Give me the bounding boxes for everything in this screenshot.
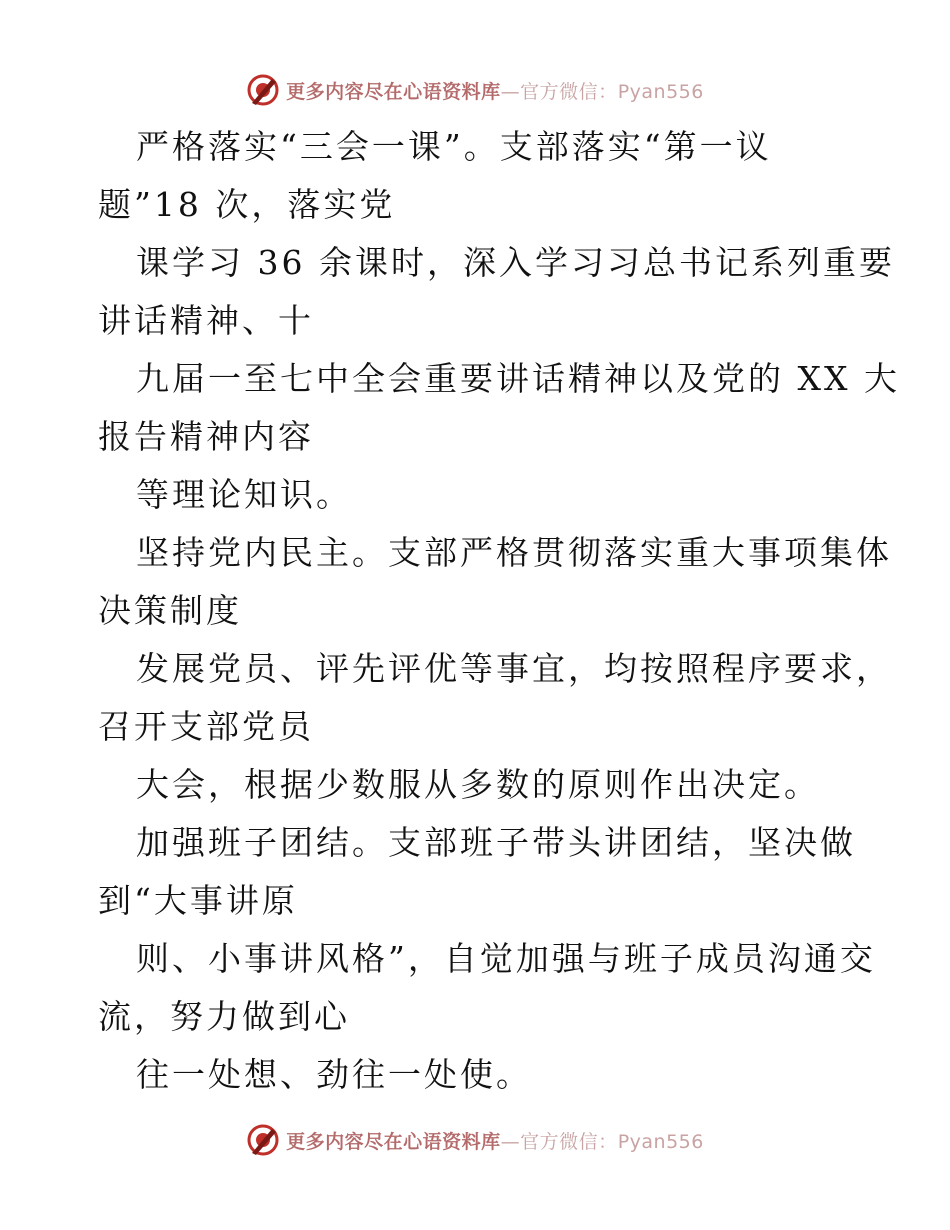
paragraph-line: 往一处想、劲往一处使。 <box>136 1055 532 1094</box>
paragraph-line: 召开支部党员 <box>98 707 314 746</box>
document-body <box>98 118 900 1104</box>
banner-wechat-label: 官方微信： <box>520 80 618 103</box>
banner-text <box>286 77 704 104</box>
paragraph-line: 严格落实“三会一课”。支部落实“第一议 <box>136 127 772 166</box>
banner-text <box>286 1127 704 1154</box>
paragraph-line: 发展党员、评先评优等事宜，均按照程序要求， <box>136 649 892 688</box>
paragraph-line: 讲话精神、十 <box>98 301 314 340</box>
footer-banner <box>0 1120 950 1160</box>
banner-separator: — <box>500 80 521 103</box>
pen-logo-icon <box>246 1123 280 1157</box>
paragraph-line: 题”18 次，落实党 <box>98 185 396 224</box>
paragraph-line: 报告精神内容 <box>98 417 314 456</box>
banner-site-name: 更多内容尽在心语资料库 <box>286 80 501 103</box>
paragraph-line: 九届一至七中全会重要讲话精神以及党的 XX 大 <box>136 359 900 398</box>
header-banner <box>0 70 950 110</box>
paragraph-line: 到“大事讲原 <box>98 881 298 920</box>
banner-site-name: 更多内容尽在心语资料库 <box>286 1130 501 1153</box>
paragraph-line: 等理论知识。 <box>136 475 352 514</box>
paragraph-line: 坚持党内民主。支部严格贯彻落实重大事项集体 <box>136 533 892 572</box>
pen-logo-icon <box>246 73 280 107</box>
paragraph-line: 大会，根据少数服从多数的原则作出决定。 <box>136 765 820 804</box>
banner-separator: — <box>500 1130 521 1153</box>
paragraph-line: 加强班子团结。支部班子带头讲团结，坚决做 <box>136 823 856 862</box>
paragraph-line: 决策制度 <box>98 591 242 630</box>
paragraph-line: 课学习 36 余课时，深入学习习总书记系列重要 <box>136 243 895 282</box>
banner-wechat-id: Pyan556 <box>617 1130 704 1153</box>
banner-wechat-id: Pyan556 <box>617 80 704 103</box>
paragraph-line: 则、小事讲风格”，自觉加强与班子成员沟通交 <box>136 939 876 978</box>
paragraph-line: 流，努力做到心 <box>98 997 350 1036</box>
banner-wechat-label: 官方微信： <box>520 1130 618 1153</box>
